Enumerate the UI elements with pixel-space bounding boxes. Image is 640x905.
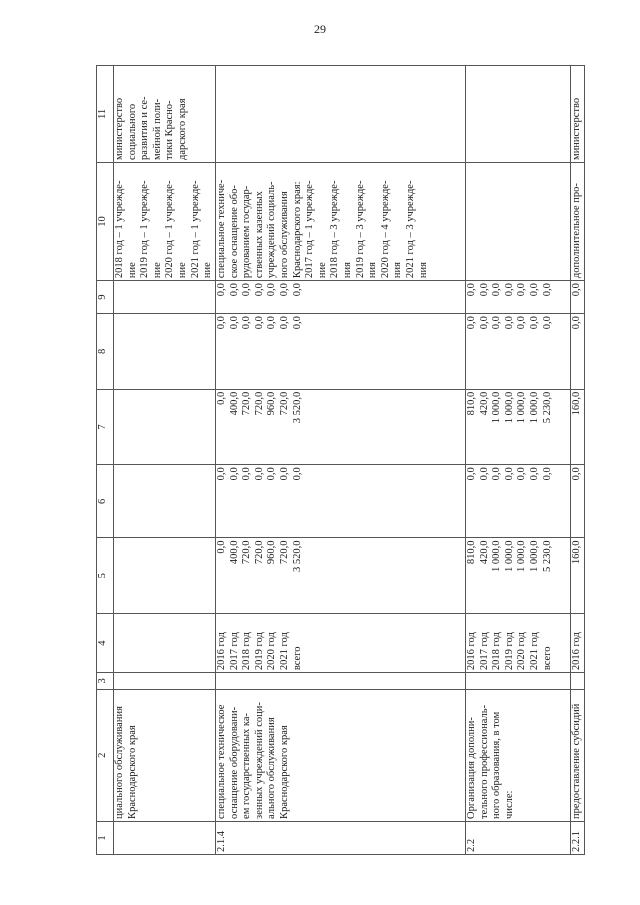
header-cell: 8 (97, 314, 114, 390)
page-number: 29 (314, 22, 326, 36)
item-description: циального обслуживания Краснодарского края (114, 689, 216, 821)
year-list: 2016 год 2017 год 2018 год 2019 год 2020 год 2021 год всего (466, 614, 571, 673)
year-cell: 2016 год (571, 614, 585, 673)
federal-amounts: 0,0 0,0 0,0 0,0 0,0 0,0 0,0 (466, 465, 571, 538)
header-cell: 7 (97, 389, 114, 465)
year-list: 2016 год 2017 год 2018 год 2019 год 2020 год 2021 год всего (216, 614, 466, 673)
header-cell: 10 (97, 162, 114, 280)
header-cell: 2 (97, 689, 114, 821)
regional-amounts: 0,0 400,0 720,0 720,0 960,0 720,0 3 520,0 (216, 389, 466, 465)
table-row (571, 66, 585, 855)
item-number: 2.2.1 (571, 821, 585, 854)
header-cell: 1 (97, 821, 114, 854)
item-description: Организация дополни- тельного профессиональ- ного образования, в том числе: (466, 689, 571, 821)
item-description: предоставление субсидий (571, 689, 585, 821)
rotated-table-sheet (96, 65, 608, 855)
local-amount: 0,0 (571, 314, 585, 390)
header-cell: 6 (97, 465, 114, 538)
responsible-body: министерство социального развития и се- мейной поли- тики Красно- дарского края (114, 66, 216, 163)
header-cell: 11 (97, 66, 114, 163)
total-amount: 160,0 (571, 538, 585, 614)
extra-budget-amount: 0,0 (571, 281, 585, 314)
total-amounts: 0,0 400,0 720,0 720,0 960,0 720,0 3 520,0 (216, 538, 466, 614)
header-cell: 5 (97, 538, 114, 614)
item-number: 2.2 (466, 821, 571, 854)
item-description: специальное техническое оснащение оборудовани- ем государственных ка- зенных учреждений соци- ального обслуживания Краснодарского края (216, 689, 466, 821)
header-cell: 4 (97, 614, 114, 673)
extra-budget-amounts: 0,0 0,0 0,0 0,0 0,0 0,0 0,0 (466, 281, 571, 314)
header-cell: 3 (97, 673, 114, 690)
result-description: специальное техниче- ское оснащение обо- рудованием государ- ственных казенных учреждений социаль- ного обслуживания Краснодарского края: 2017 год – 1 учрежде- ние 2018 год – 3 учрежде- ния 2019 год – 3 учрежде- ния 2020 год – 4 учрежде- ния 2021 год – 3 учрежде- ния (216, 162, 466, 280)
table-row (466, 66, 571, 855)
header-row (97, 66, 114, 855)
federal-amount: 0,0 (571, 465, 585, 538)
extra-budget-amounts: 0,0 0,0 0,0 0,0 0,0 0,0 0,0 (216, 281, 466, 314)
result-description: дополнительное про- (571, 162, 585, 280)
local-amounts: 0,0 0,0 0,0 0,0 0,0 0,0 0,0 (466, 314, 571, 390)
federal-amounts: 0,0 0,0 0,0 0,0 0,0 0,0 0,0 (216, 465, 466, 538)
result-description: 2018 год – 1 учрежде- ние 2019 год – 1 учрежде- ние 2020 год – 1 учрежде- ние 2021 год – 1 учрежде- ние (114, 162, 216, 280)
table-row (114, 66, 216, 855)
total-amounts: 810,0 420,0 1 000,0 1 000,0 1 000,0 1 000,0 5 230,0 (466, 538, 571, 614)
local-amounts: 0,0 0,0 0,0 0,0 0,0 0,0 0,0 (216, 314, 466, 390)
item-number: 2.1.4 (216, 821, 466, 854)
regional-amounts: 810,0 420,0 1 000,0 1 000,0 1 000,0 1 000,0 5 230,0 (466, 389, 571, 465)
regional-amount: 160,0 (571, 389, 585, 465)
header-cell: 9 (97, 281, 114, 314)
responsible-body: министерство (571, 66, 585, 163)
table-row (216, 66, 466, 855)
budget-table (96, 65, 585, 855)
